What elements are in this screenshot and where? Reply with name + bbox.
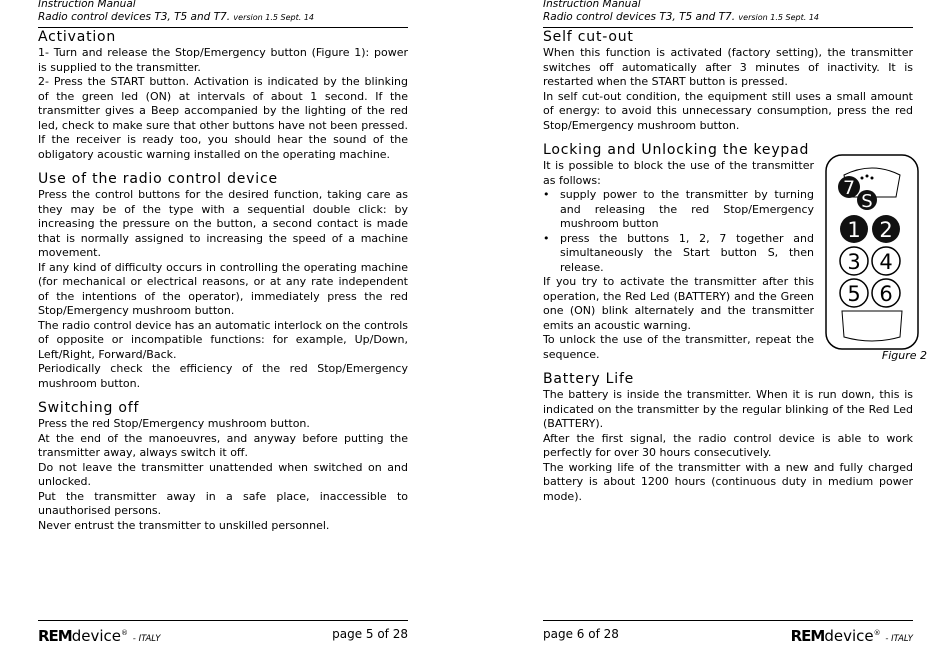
- key-label: 7: [842, 177, 856, 199]
- key-label: S: [861, 191, 873, 212]
- paragraph: 1- Turn and release the Stop/Emergency button (Figure 1): power is supplied to the transmitter.: [38, 46, 408, 74]
- section-title-battery-life: Battery Life: [543, 371, 635, 387]
- paragraph: In self cut-out condition, the equipment still uses a small amount of energy: to avoid this unnecessary consumption, press the red Stop/Emergency mushroom button.: [543, 89, 913, 132]
- paragraph: At the end of the manoeuvres, and anyway before putting the transmitter away, always switch it off.: [38, 431, 408, 459]
- section-title-locking: Locking and Unlocking the keypad: [543, 142, 810, 158]
- right-page-content: [543, 29, 927, 504]
- page-number: page 5 of 28: [332, 627, 408, 641]
- paragraph: Press the red Stop/Emergency mushroom button.: [38, 417, 310, 430]
- paragraph: If any kind of difficulty occurs in controlling the operating machine (for mechanical or electrical reasons, or at any rate independent of the intentions of the operator), immediately press the red Stop/Emergency mushroom button.: [38, 260, 408, 317]
- left-page-content: [38, 29, 408, 533]
- section-title-switching-off: Switching off: [38, 400, 140, 416]
- section-title-use: Use of the radio control device: [38, 171, 278, 187]
- footer-divider: [543, 620, 913, 621]
- list-item: • supply power to the transmitter by turning and releasing the red Stop/Emergency mushroom button: [543, 188, 913, 232]
- led-indicator: [871, 177, 874, 180]
- list-item: • press the buttons 1, 2, 7 together and simultaneously the Start button S, then release.: [543, 232, 913, 276]
- header-title: Instruction Manual: [543, 0, 641, 10]
- paragraph: Periodically check the efficiency of the red Stop/Emergency mushroom button.: [38, 362, 408, 390]
- paragraph: It is possible to block the use of the transmitter as follows:: [543, 159, 814, 187]
- header-version: version 1.5 Sept. 14: [738, 13, 819, 22]
- page-header: [38, 0, 408, 24]
- led-indicator: [861, 177, 864, 180]
- key-label: 5: [847, 282, 861, 306]
- paragraph: The working life of the transmitter with a new and fully charged battery is about 1200 hours (continuous duty in medium power mode).: [543, 460, 913, 503]
- paragraph: The battery is inside the transmitter. When it is run down, this is indicated on the transmitter by the regular blinking of the Red Led (BATTERY).: [543, 388, 913, 430]
- header-divider: [543, 27, 913, 28]
- footer-divider: [38, 620, 408, 621]
- key-label: 4: [879, 250, 893, 274]
- header-title: Instruction Manual: [38, 0, 136, 10]
- section-title-activation: Activation: [38, 29, 117, 45]
- paragraph: Press the control buttons for the desired function, taking care as they may be of the type with a sequential double click: by increasing the pressure on the button, a second contact is made that is normally assigned to increasing the speed of a machine movement.: [38, 188, 408, 259]
- header-subtitle: Radio control devices T3, T5 and T7. version 1.5 Sept. 14: [38, 11, 314, 23]
- bullet-list: [543, 188, 913, 275]
- page-footer: [38, 627, 408, 645]
- paragraph: When this function is activated (factory setting), the transmitter switches off automatically after 3 minutes of inactivity. It is restarted when the START button is pressed.: [543, 46, 913, 88]
- page-header: [543, 0, 913, 24]
- key-label: 3: [847, 250, 861, 274]
- key-label: 2: [879, 218, 893, 242]
- paragraph: If you try to activate the transmitter after this operation, the Red Led (BATTERY) and the Green one (ON) blink alternately and the transmitter emits an acoustic warning.: [543, 275, 814, 332]
- paragraph: Never entrust the transmitter to unskilled personnel.: [38, 518, 330, 532]
- header-subtitle: Radio control devices T3, T5 and T7. version 1.5 Sept. 14: [543, 11, 819, 23]
- key-label: 1: [847, 218, 861, 242]
- paragraph: To unlock the use of the transmitter, repeat the sequence.: [543, 333, 814, 361]
- header-divider: [38, 27, 408, 28]
- paragraph: After the first signal, the radio control device is able to work perfectly for over 30 hours consecutively.: [543, 431, 913, 459]
- led-indicator: [866, 175, 869, 178]
- key-label: 6: [879, 282, 893, 306]
- page-footer: [543, 627, 913, 645]
- right-page: [543, 0, 927, 654]
- section-title-self-cut-out: Self cut-out: [543, 29, 634, 45]
- paragraph: The radio control device has an automatic interlock on the controls of opposite or incompatible functions: for example, Up/Down, Left/Right, Forward/Back.: [38, 318, 408, 361]
- brand-logo: REMdevice® - ITALY: [790, 627, 913, 645]
- header-version: version 1.5 Sept. 14: [233, 13, 314, 22]
- paragraph: Do not leave the transmitter unattended when switched on and unlocked.: [38, 460, 408, 488]
- paragraph: 2- Press the START button. Activation is indicated by the blinking of the green led (ON) at intervals of about 1 second. If the transmitter gives a Beep accompanied by the lighting of the red led, check to make sure that other buttons have not been pressed. If the receiver is ready too, you should hear the sound of the obligatory acoustic warning installed on the operating machine.: [38, 75, 408, 161]
- brand-logo: REMdevice® - ITALY: [38, 627, 161, 645]
- figure-caption: Figure 2: [881, 349, 927, 362]
- left-page: [38, 0, 408, 654]
- page-number: page 6 of 28: [543, 627, 619, 641]
- paragraph: Put the transmitter away in a safe place, inaccessible to unauthorised persons.: [38, 489, 408, 517]
